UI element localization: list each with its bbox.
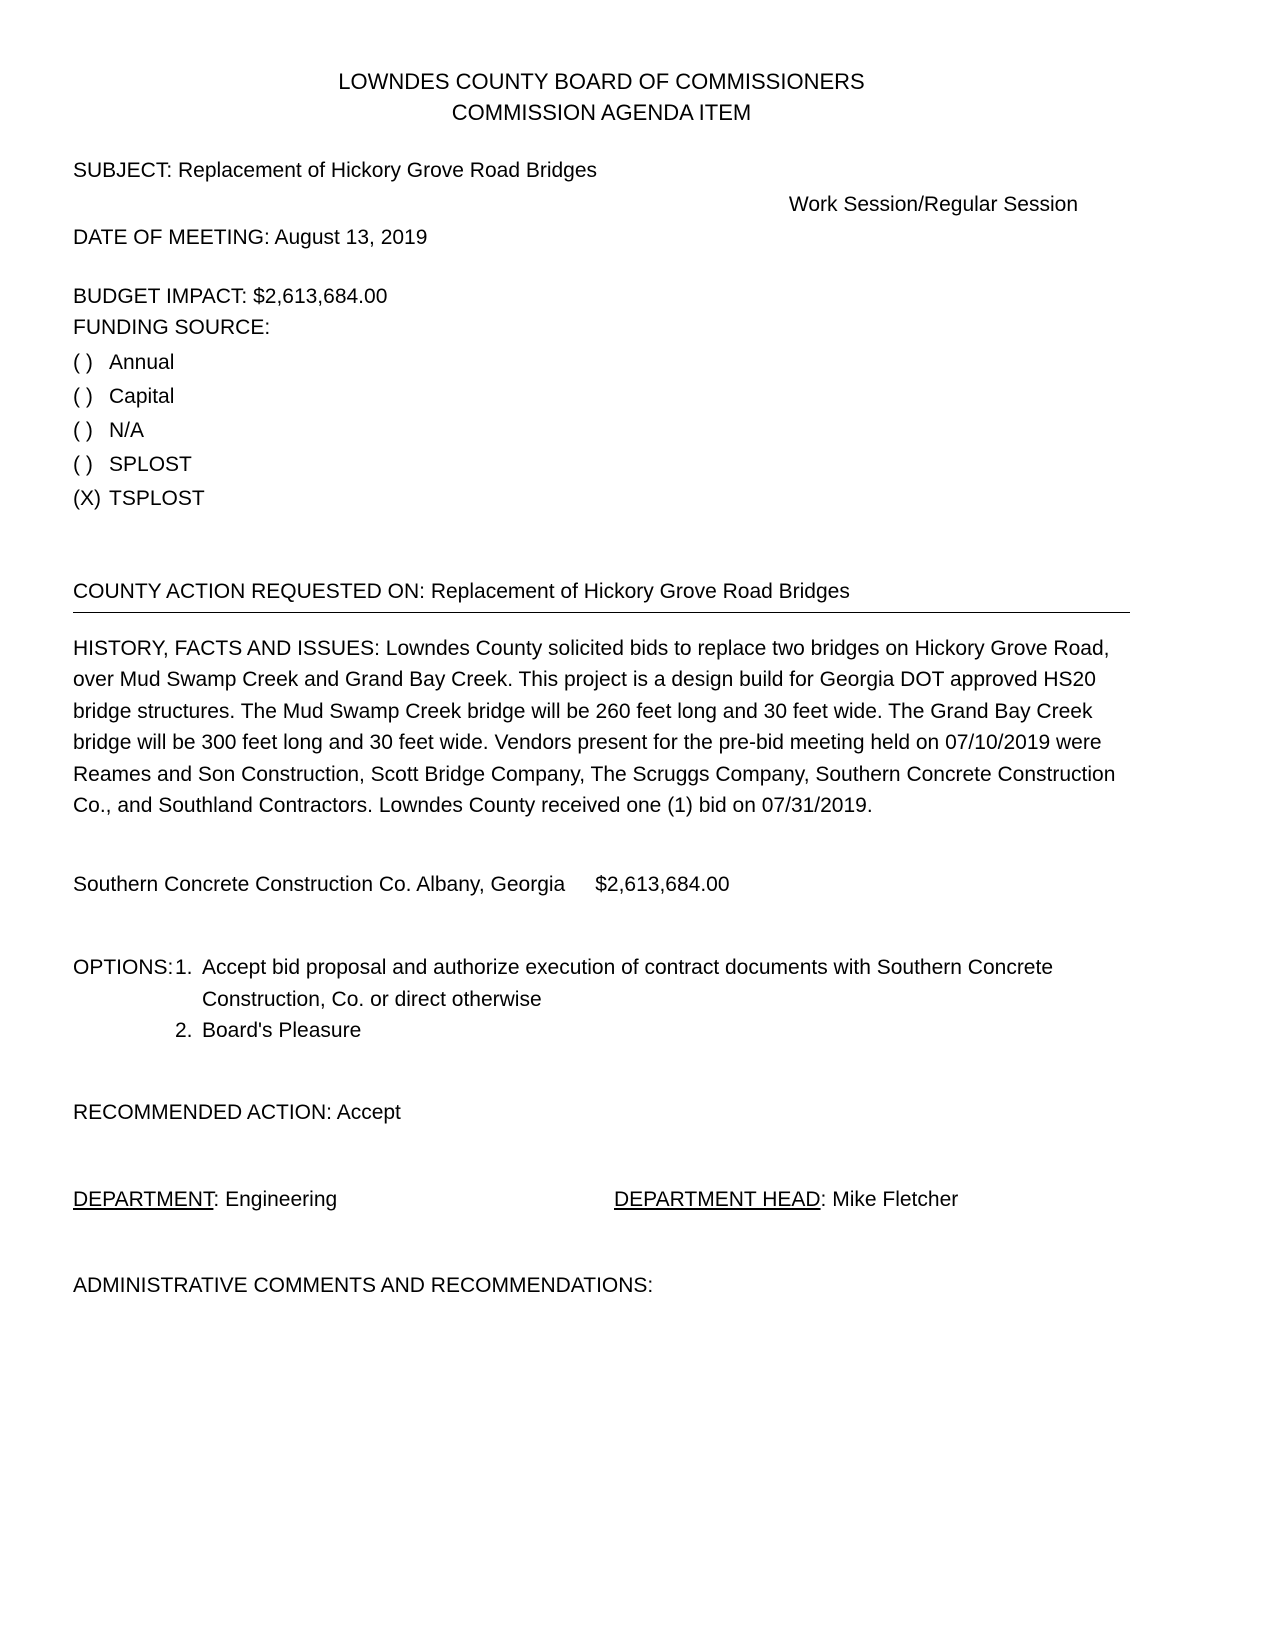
option-number: 2. — [175, 1019, 193, 1043]
department-head-field — [614, 1184, 958, 1216]
title-line-2: COMMISSION AGENDA ITEM — [451, 100, 752, 126]
funding-option-label: SPLOST — [109, 453, 192, 477]
options-section — [73, 952, 1130, 1047]
option-text: Accept bid proposal and authorize execution of contract documents with Southern Concrete Construction, Co. or direct otherwise — [202, 956, 1054, 1011]
department-value: : Engineering — [213, 1188, 338, 1212]
checkbox-mark: ( ) — [73, 419, 93, 442]
bid-company: Southern Concrete Construction Co. Albany, Georgia — [73, 872, 566, 896]
bid-amount: $2,613,684.00 — [595, 872, 730, 896]
department-label: DEPARTMENT — [73, 1188, 214, 1212]
funding-option-na — [73, 414, 1130, 448]
funding-options-list — [73, 346, 1130, 516]
county-action-heading: COUNTY ACTION REQUESTED ON: Replacement of Hickory Grove Road Bridges — [73, 576, 1130, 613]
department-head-label: DEPARTMENT HEAD — [614, 1188, 821, 1212]
funding-option-label: Capital — [109, 384, 175, 408]
document-title — [73, 66, 1130, 128]
option-item-1 — [175, 952, 1130, 1015]
session-type: Work Session/Regular Session — [788, 192, 1078, 216]
funding-option-tsplost — [73, 482, 1130, 516]
funding-option-splost — [73, 448, 1130, 482]
funding-option-annual — [73, 346, 1130, 380]
admin-comments-heading: ADMINISTRATIVE COMMENTS AND RECOMMENDATIONS: — [73, 1273, 654, 1297]
funding-option-label: Annual — [109, 350, 175, 374]
history-facts-paragraph: HISTORY, FACTS AND ISSUES: Lowndes County solicited bids to replace two bridges on Hickory Grove Road, over Mud Swamp Creek and Grand Bay Creek. This project is a design build for Georgia DOT approved HS20 bridge structures. The Mud Swamp Creek bridge will be 260 feet long and 30 feet wide. The Grand Bay Creek bridge will be 300 feet long and 30 feet wide. Vendors present for the pre-bid meeting held on 07/10/2019 were Reames and Son Construction, Scott Bridge Company, The Scruggs Company, Southern Concrete Construction Co., and Southland Contractors. Lowndes County received one (1) bid on 07/31/2019. — [73, 636, 1116, 818]
funding-option-capital — [73, 380, 1130, 414]
funding-source-label: FUNDING SOURCE: — [73, 316, 271, 340]
checkbox-mark: ( ) — [73, 350, 93, 374]
date-of-meeting: DATE OF MEETING: August 13, 2019 — [73, 226, 428, 250]
options-list — [175, 952, 1130, 1047]
options-label: OPTIONS: — [73, 956, 174, 980]
funding-option-label: TSPLOST — [109, 487, 205, 511]
option-text: Board's Pleasure — [202, 1019, 362, 1043]
budget-impact: BUDGET IMPACT: $2,613,684.00 — [73, 284, 388, 308]
department-head-value: : Mike Fletcher — [820, 1188, 959, 1212]
option-number: 1. — [175, 956, 193, 980]
checkbox-mark: ( ) — [73, 453, 93, 477]
option-item-2 — [175, 1015, 1130, 1047]
funding-option-label: N/A — [109, 419, 145, 442]
department-field — [73, 1184, 614, 1216]
department-row — [73, 1184, 1130, 1216]
title-line-1: LOWNDES COUNTY BOARD OF COMMISSIONERS — [338, 69, 865, 94]
recommended-action: RECOMMENDED ACTION: Accept — [73, 1100, 401, 1124]
checkbox-mark: ( ) — [73, 384, 93, 408]
subject-line: SUBJECT: Replacement of Hickory Grove Road Bridges — [73, 159, 598, 183]
bid-line — [73, 869, 1130, 901]
checkbox-mark-checked: (X) — [73, 487, 101, 511]
